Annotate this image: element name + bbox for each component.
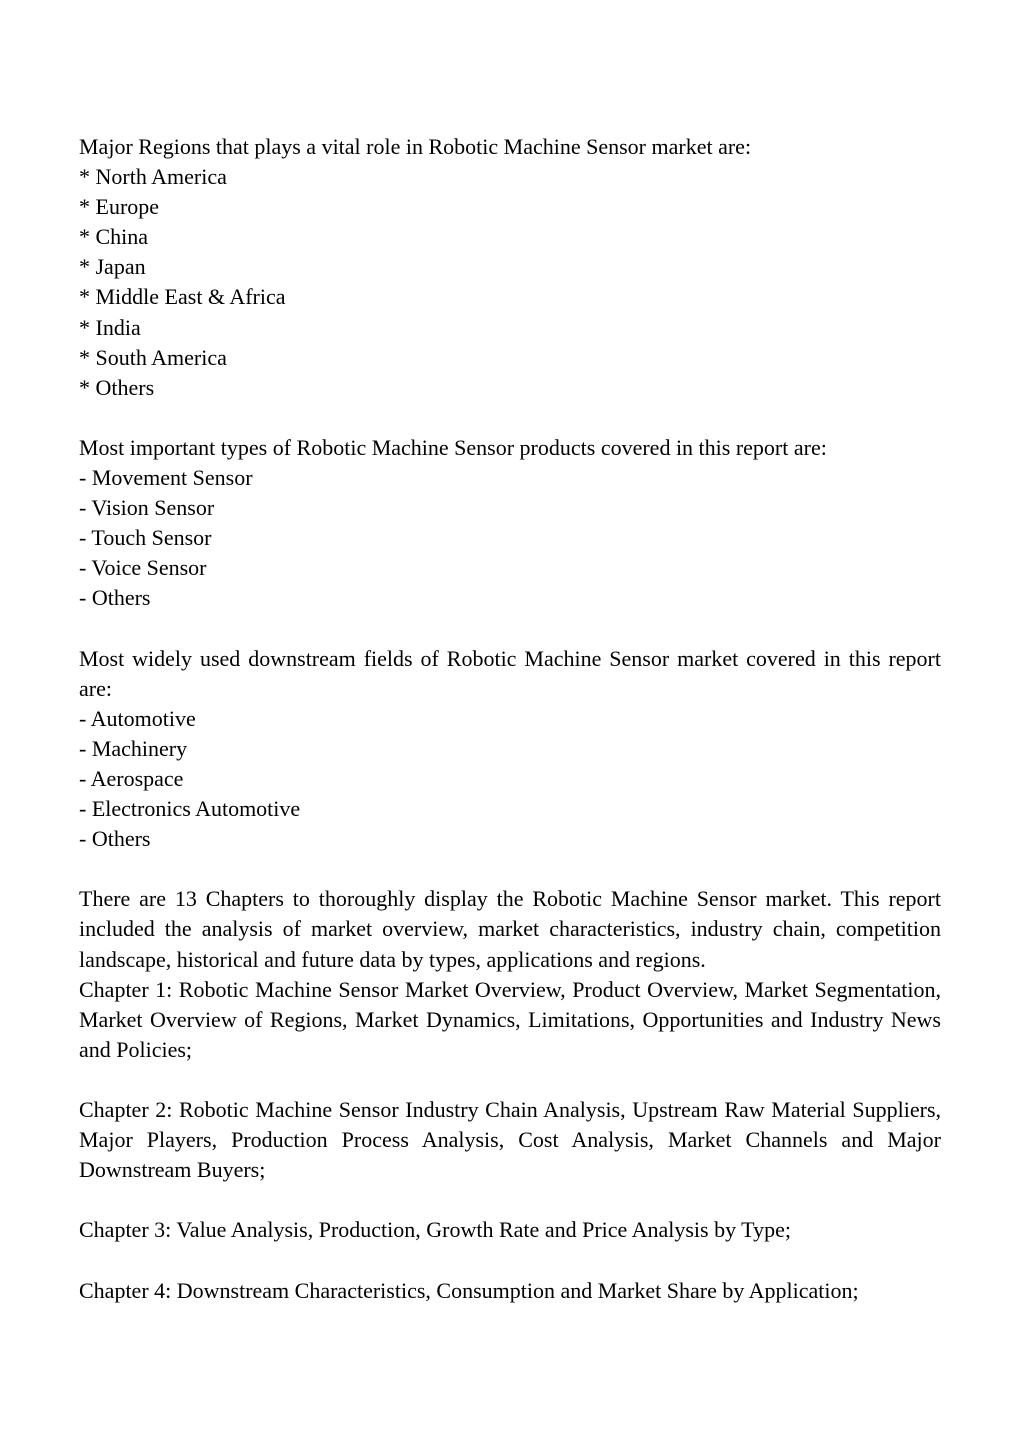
applications-heading: Most widely used downstream fields of Robotic Machine Sensor market covered in this report are: (79, 645, 941, 701)
list-item: - Machinery (79, 735, 188, 761)
list-item: - Vision Sensor (79, 495, 215, 521)
chapter-2-paragraph: Chapter 2: Robotic Machine Sensor Industry Chain Analysis, Upstream Raw Material Suppliers, Major Players, Production Process Analysis, Cost Analysis, Market Channels and Major Downstream Buyers; (79, 1097, 941, 1183)
paragraph-gap (79, 1065, 941, 1095)
list-item: - Movement Sensor (79, 465, 253, 491)
list-item: - Touch Sensor (79, 525, 212, 551)
list-item: * India (79, 314, 141, 340)
list-item: * South America (79, 344, 227, 370)
chapters-section (79, 884, 941, 1305)
types-section (79, 433, 941, 614)
list-item: - Others (79, 826, 151, 852)
applications-section (79, 644, 941, 855)
list-item: * China (79, 224, 149, 250)
regions-section (79, 132, 941, 403)
paragraph-gap (79, 854, 941, 884)
regions-heading: Major Regions that plays a vital role in Robotic Machine Sensor market are: (79, 134, 752, 159)
list-item: - Aerospace (79, 765, 184, 791)
paragraph-gap (79, 1245, 941, 1275)
types-heading: Most important types of Robotic Machine Sensor products covered in this report are: (79, 434, 827, 460)
chapters-intro: There are 13 Chapters to thoroughly display the Robotic Machine Sensor market. This report included the analysis of market overview, market characteristics, industry chain, competition landscape, historical and future data by types, applications and regions. (79, 886, 941, 972)
paragraph-gap (79, 614, 941, 644)
paragraph-gap (79, 403, 941, 433)
list-item: - Voice Sensor (79, 555, 207, 581)
list-item: - Automotive (79, 705, 196, 731)
chapter-3-paragraph: Chapter 3: Value Analysis, Production, Growth Rate and Price Analysis by Type; (79, 1217, 791, 1243)
list-item: * Others (79, 374, 155, 400)
list-item: * Europe (79, 194, 160, 220)
chapter-4-paragraph: Chapter 4: Downstream Characteristics, Consumption and Market Share by Application; (79, 1277, 859, 1303)
document-page (79, 132, 941, 1306)
list-item: * Japan (79, 254, 146, 280)
list-item: * North America (79, 164, 227, 190)
list-item: - Electronics Automotive (79, 796, 301, 822)
paragraph-gap (79, 1185, 941, 1215)
chapter-1-paragraph: Chapter 1: Robotic Machine Sensor Market Overview, Product Overview, Market Segmentation, Market Overview of Regions, Market Dynamics, Limitations, Opportunities and Industry News and Policies; (79, 976, 941, 1062)
list-item: - Others (79, 585, 151, 611)
list-item: * Middle East & Africa (79, 284, 286, 310)
